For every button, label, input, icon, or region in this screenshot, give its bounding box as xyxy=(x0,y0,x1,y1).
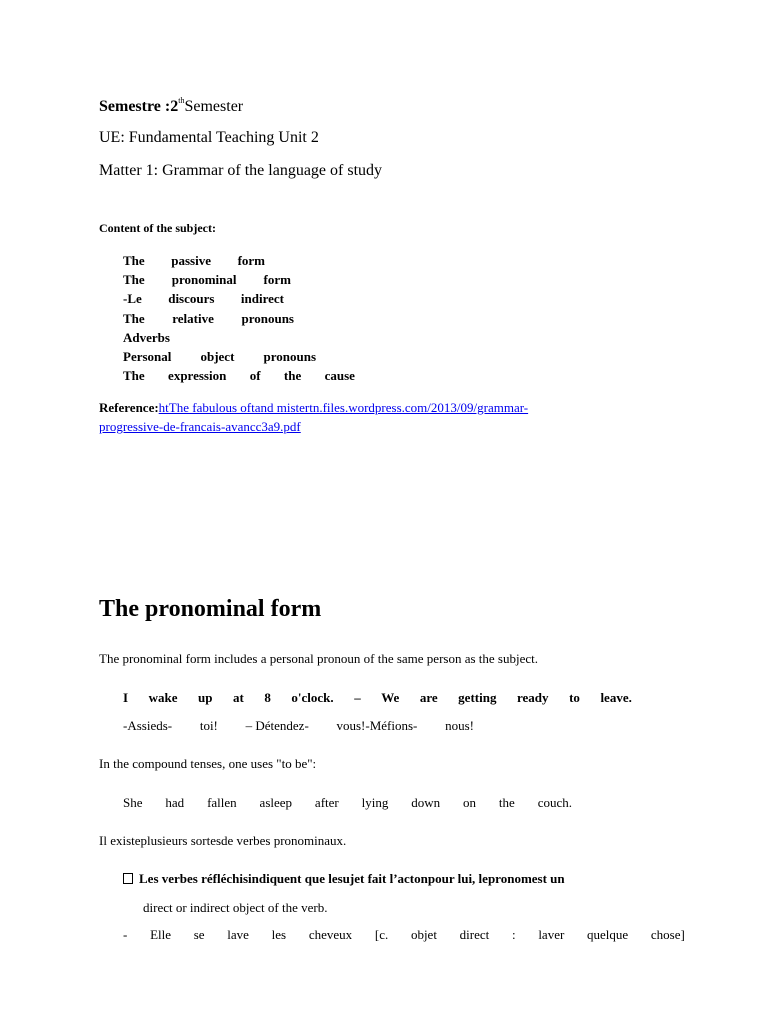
reference-line xyxy=(99,400,620,416)
content-word: expression xyxy=(168,368,227,384)
bullet-line xyxy=(123,871,565,887)
example-word: fallen xyxy=(207,795,237,810)
example-word: - xyxy=(123,927,128,942)
content-word: of xyxy=(249,368,261,384)
content-word: Adverbs xyxy=(123,329,170,345)
content-word: -Le xyxy=(123,291,142,307)
content-item xyxy=(123,368,355,384)
intro-paragraph: The pronominal form includes a personal pronoun of the same person as the subject. xyxy=(99,651,538,666)
content-word: form xyxy=(263,272,291,288)
content-word: The xyxy=(123,272,145,288)
content-word: The xyxy=(123,310,145,326)
example-word: ready xyxy=(516,690,549,705)
content-word: discours xyxy=(168,291,215,307)
example-word: : xyxy=(511,927,516,942)
example-word: [c. xyxy=(374,927,389,942)
matter-line: Matter 1: Grammar of the language of study xyxy=(99,162,383,179)
content-word: The xyxy=(123,368,145,384)
example-word: quelque xyxy=(587,927,629,942)
example-word: lying xyxy=(361,795,389,810)
example-word: 8 xyxy=(264,690,271,705)
content-word: pronouns xyxy=(263,349,316,364)
example-word: asleep xyxy=(259,795,293,810)
example-word: cheveux xyxy=(308,927,353,942)
example-word: on xyxy=(463,795,477,810)
ue-line: UE: Fundamental Teaching Unit 2 xyxy=(99,129,319,146)
example-word: We xyxy=(381,690,400,705)
content-item xyxy=(123,311,294,327)
content-item xyxy=(123,291,284,307)
example-word: She xyxy=(123,795,143,810)
example-word: down xyxy=(411,795,441,810)
example-word: – Détendez- xyxy=(245,718,309,733)
example-word: vous!-Méfions- xyxy=(336,718,418,733)
example-word: to xyxy=(569,690,580,705)
example-word: after xyxy=(314,795,339,810)
example-word: toi! xyxy=(199,718,218,733)
example-word: I xyxy=(123,690,129,705)
example-word: direct xyxy=(459,927,490,942)
example-word: se xyxy=(193,927,205,942)
content-title: Content of the subject: xyxy=(99,221,216,235)
semester-label: Semestre : xyxy=(99,98,171,115)
content-word: cause xyxy=(324,368,355,384)
reference-label: Reference: xyxy=(99,400,159,415)
example-word: at xyxy=(233,690,244,705)
example-word: couch. xyxy=(537,795,572,810)
square-bullet-icon xyxy=(123,873,133,884)
example-word: chose] xyxy=(650,927,685,942)
content-word: pronouns xyxy=(241,310,294,326)
semester-line xyxy=(99,96,243,116)
example-word: laver xyxy=(538,927,565,942)
section-title: The pronominal form xyxy=(99,596,322,622)
example-word: o'clock. xyxy=(291,690,334,705)
kinds-paragraph: Il existeplusieurs sortesde verbes pronominaux. xyxy=(99,833,347,848)
example-word: nous! xyxy=(445,718,474,733)
example-word: lave xyxy=(227,927,249,942)
example-word: the xyxy=(498,795,515,810)
content-item xyxy=(123,272,291,288)
example-1 xyxy=(123,690,632,706)
bullet-continuation: direct or indirect object of the verb. xyxy=(143,900,328,915)
semester-sup: th xyxy=(178,96,185,105)
example-2 xyxy=(123,718,474,734)
content-word: indirect xyxy=(240,291,284,307)
content-word: object xyxy=(200,349,235,364)
example-word: had xyxy=(165,795,185,810)
content-word: the xyxy=(283,368,302,384)
content-word: Personal xyxy=(123,349,172,364)
example-word: -Assieds- xyxy=(123,718,173,733)
example-word: getting xyxy=(458,690,497,705)
bullet-text: Les verbes réfléchisindiquent que lesujet fait l’actonpour lui, lepronomest un xyxy=(139,871,565,886)
example-3 xyxy=(123,795,572,811)
example-word: wake xyxy=(148,690,178,705)
content-word: The xyxy=(123,253,145,268)
example-4 xyxy=(123,927,685,943)
example-word: leave. xyxy=(600,690,632,705)
content-word: passive xyxy=(171,253,211,268)
example-word: Elle xyxy=(150,927,171,942)
content-word: form xyxy=(237,253,265,268)
example-word: les xyxy=(271,927,287,942)
example-word: are xyxy=(419,690,438,705)
compound-paragraph: In the compound tenses, one uses "to be": xyxy=(99,756,317,771)
content-word: pronominal xyxy=(171,272,237,288)
example-word: objet xyxy=(410,927,437,942)
content-item xyxy=(123,330,179,346)
content-item xyxy=(123,349,316,365)
semester-word: Semester xyxy=(184,98,244,115)
semester-number: 2 xyxy=(170,98,179,115)
content-item xyxy=(123,253,265,269)
content-word: relative xyxy=(172,310,214,326)
reference-link[interactable]: htThe fabulous oftand mistertn.files.wordpress.com/2013/09/grammar- xyxy=(158,400,529,415)
reference-link-cont[interactable]: progressive-de-francais-avancc3a9.pdf xyxy=(99,419,301,434)
example-word: – xyxy=(354,690,361,705)
example-word: up xyxy=(198,690,213,705)
